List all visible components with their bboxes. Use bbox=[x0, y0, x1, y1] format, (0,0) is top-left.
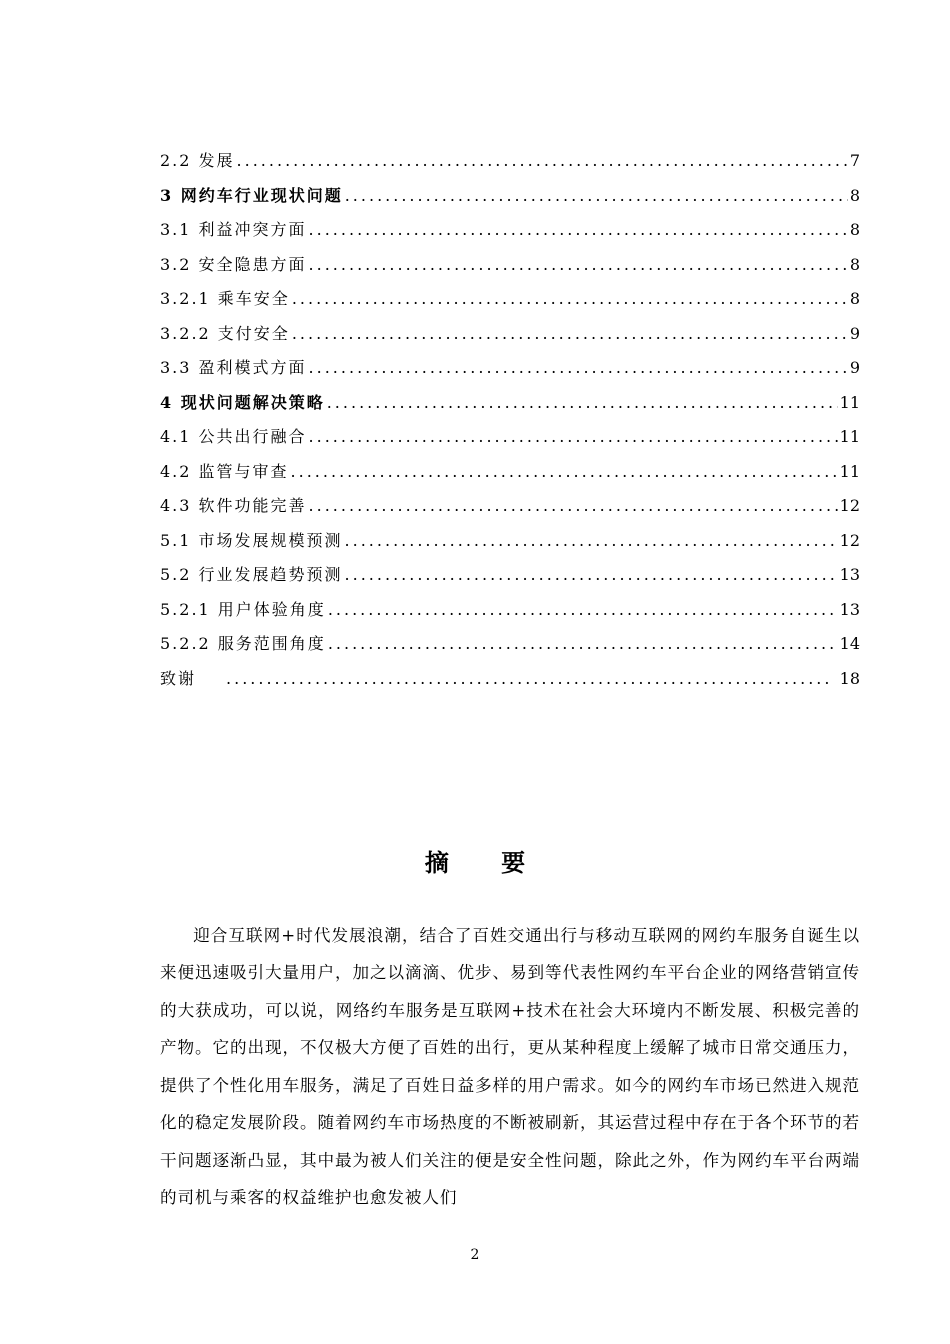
toc-leader-dots bbox=[345, 565, 838, 584]
abstract-paragraph: 迎合互联网+时代发展浪潮，结合了百姓交通出行与移动互联网的网约车服务自诞生以来便迅速吸引大量用户，加之以滴滴、优步、易到等代表性网约车平台企业的网络营销宣传的大获成功，可以说，网络约车服务是互联网+技术在社会大环境内不断发展、积极完善的产物。它的出现，不仅极大方便了百姓的出行，更从某种程度上缓解了城市日常交通压力，提供了个性化用车服务，满足了百姓日益多样的用户需求。如今的网约车市场已然进入规范化的稳定发展阶段。随着网约车市场热度的不断被刷新，其运营过程中存在于各个环节的若干问题逐渐凸显，其中最为被人们关注的便是安全性问题，除此之外，作为网约车平台两端的司机与乘客的权益维护也愈发被人们 bbox=[160, 925, 860, 1208]
toc-leader-dots bbox=[309, 358, 848, 377]
toc-entry-page: 13 bbox=[839, 599, 860, 619]
toc-entry[interactable] bbox=[160, 321, 860, 356]
toc-entry-page: 8 bbox=[849, 185, 860, 205]
toc-entry-page: 11 bbox=[839, 427, 860, 446]
toc-entry[interactable] bbox=[160, 528, 860, 563]
toc-leader-dots bbox=[237, 151, 848, 170]
table-of-contents bbox=[160, 148, 860, 700]
toc-entry-label: 5.2.2 服务范围角度 bbox=[160, 634, 326, 653]
toc-entry-page: 12 bbox=[839, 496, 860, 515]
toc-entry-acknowledgements[interactable] bbox=[160, 666, 860, 701]
toc-entry-page: 8 bbox=[849, 289, 860, 308]
toc-leader-dots bbox=[291, 462, 838, 481]
toc-entry[interactable] bbox=[160, 286, 860, 321]
toc-entry-label: 3.2.1 乘车安全 bbox=[160, 289, 290, 308]
toc-entry-label: 3.2 安全隐患方面 bbox=[160, 254, 307, 274]
toc-entry-page: 9 bbox=[849, 323, 860, 343]
toc-entry-page: 8 bbox=[849, 254, 860, 274]
toc-entry-page: 18 bbox=[839, 668, 860, 688]
toc-entry-label: 3 网约车行业现状问题 bbox=[160, 185, 343, 205]
toc-leader-dots bbox=[309, 255, 848, 274]
toc-leader-dots bbox=[226, 669, 828, 688]
toc-entry-label: 4.3 软件功能完善 bbox=[160, 496, 307, 515]
toc-leader-dots bbox=[309, 496, 838, 515]
toc-entry-label: 5.1 市场发展规模预测 bbox=[160, 530, 343, 550]
toc-leader-dots bbox=[345, 531, 838, 550]
page-number: 2 bbox=[470, 1247, 480, 1263]
toc-leader-dots bbox=[328, 634, 838, 653]
toc-leader-dots bbox=[309, 427, 838, 446]
toc-entry[interactable] bbox=[160, 252, 860, 287]
toc-entry[interactable] bbox=[160, 355, 860, 390]
toc-entry[interactable] bbox=[160, 597, 860, 632]
toc-entry-label: 3.2.2 支付安全 bbox=[160, 323, 290, 343]
toc-entry-label: 4.1 公共出行融合 bbox=[160, 427, 307, 446]
toc-leader-dots bbox=[328, 600, 838, 619]
toc-entry-label: 5.2 行业发展趋势预测 bbox=[160, 565, 343, 584]
toc-leader-dots bbox=[327, 393, 838, 412]
toc-entry-page: 9 bbox=[849, 358, 860, 377]
toc-entry[interactable] bbox=[160, 390, 860, 425]
toc-entry-label: 4.2 监管与审查 bbox=[160, 461, 289, 481]
toc-entry[interactable] bbox=[160, 424, 860, 459]
toc-entry-label: 5.2.1 用户体验角度 bbox=[160, 599, 326, 619]
toc-entry[interactable] bbox=[160, 183, 860, 218]
toc-leader-dots bbox=[292, 289, 848, 308]
toc-entry-page: 7 bbox=[849, 151, 860, 170]
toc-entry-label: 3.3 盈利模式方面 bbox=[160, 358, 307, 377]
toc-entry-label: 2.2 发展 bbox=[160, 151, 235, 170]
toc-entry[interactable] bbox=[160, 631, 860, 666]
toc-leader-dots bbox=[345, 186, 848, 205]
toc-entry-label: 致谢 bbox=[160, 668, 197, 688]
toc-entry-page: 11 bbox=[839, 461, 860, 481]
toc-entry-page: 13 bbox=[839, 565, 860, 584]
toc-entry[interactable] bbox=[160, 459, 860, 494]
toc-entry-label: 4 现状问题解决策略 bbox=[160, 392, 325, 412]
toc-entry-page: 14 bbox=[839, 634, 860, 653]
toc-entry-page: 8 bbox=[849, 220, 860, 239]
toc-leader-dots bbox=[292, 324, 848, 343]
toc-entry-page: 12 bbox=[839, 530, 860, 550]
toc-entry[interactable] bbox=[160, 217, 860, 252]
toc-leader-dots bbox=[309, 220, 848, 239]
toc-entry[interactable] bbox=[160, 148, 860, 183]
abstract-heading: 摘 要 bbox=[424, 849, 548, 877]
toc-entry[interactable] bbox=[160, 493, 860, 528]
toc-entry-label: 3.1 利益冲突方面 bbox=[160, 220, 307, 239]
toc-entry-page: 11 bbox=[839, 392, 860, 412]
toc-entry[interactable] bbox=[160, 562, 860, 597]
